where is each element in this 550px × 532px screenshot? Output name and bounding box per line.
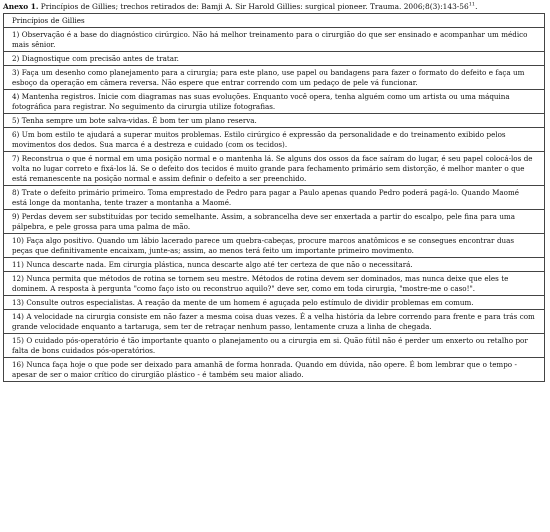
table-row (4, 28, 545, 52)
principle-5: 5) Tenha sempre um bote salva-vidas. É bom ter um plano reserva. (4, 114, 545, 128)
table-row (4, 52, 545, 66)
principle-9: 9) Perdas devem ser substituídas por tecido semelhante. Assim, a sobrancelha deve ser enxertada a partir do escalpo, pele fina para uma pálpebra, e pele grossa para uma palma de mão. (4, 210, 545, 234)
principle-4: 4) Mantenha registros. Inicie com diagramas nas suas evoluções. Enquanto você opera, tenha alguém como um artista ou uma máquina fotográfica para registrar. No seguimento da cirurgia utilize fotografias. (4, 90, 545, 114)
principle-6: 6) Um bom estilo te ajudará a superar muitos problemas. Estilo cirúrgico é expressão da personalidade e do treinamento exibido pelos movimentos dos dedos. Sua marca é a destreza e cuidado (com os tecidos). (4, 128, 545, 152)
principle-13: 13) Consulte outros especialistas. A reação da mente de um homem é aguçada pelo estímulo de dividir problemas em comum. (4, 296, 545, 310)
principle-8: 8) Trate o defeito primário primeiro. Toma emprestado de Pedro para pagar a Paulo apenas quando Pedro poderá pagá-lo. Quando Maomé está longe da montanha, tente trazer a montanha a Maomé. (4, 186, 545, 210)
table-caption (3, 2, 547, 11)
caption-reference: 11 (468, 1, 476, 8)
table-row (4, 234, 545, 258)
principle-7: 7) Reconstrua o que é normal em uma posição normal e o mantenha lá. Se alguns dos ossos da face saíram do lugar, é seu papel colocá-los de volta no lugar correto e fixá-los lá. Se o defeito dos tecidos é muito grande para fechamento primário sem distorção, é melhor manter o que está remanescente na posição normal e assim definir o defeito a ser preenchido. (4, 152, 545, 186)
principle-10: 10) Faça algo positivo. Quando um lábio lacerado parece um quebra-cabeças, procure marcos anatômicos e se consegues encontrar duas peças que definitivamente encaixam, junte-as; assim, ao menos terá feito um importante primeiro movimento. (4, 234, 545, 258)
table-row (4, 90, 545, 114)
principle-1: 1) Observação é a base do diagnóstico cirúrgico. Não há melhor treinamento para o cirurgião do que ser ensinado e acompanhar um médico mais sênior. (4, 28, 545, 52)
principle-14: 14) A velocidade na cirurgia consiste em não fazer a mesma coisa duas vezes. É a velha história da lebre correndo para frente e para trás com grande velocidade enquanto a tartaruga, sem ter de retraçar nenhum passo, lentamente cruza a linha de chegada. (4, 310, 545, 334)
table-row (4, 358, 545, 382)
table-row (4, 66, 545, 90)
table-row (4, 272, 545, 296)
principle-2: 2) Diagnostique com precisão antes de tratar. (4, 52, 545, 66)
table-row (4, 186, 545, 210)
principle-11: 11) Nunca descarte nada. Em cirurgia plástica, nunca descarte algo até ter certeza de que não o necessitará. (4, 258, 545, 272)
table-header: Princípios de Gillies (4, 14, 545, 28)
principles-table (3, 13, 545, 382)
principle-12: 12) Nunca permita que métodos de rotina se tornem seu mestre. Métodos de rotina devem ser dominados, mas nunca deixe que eles te dominem. A resposta à pergunta "como faço isto ou reconstruo aquilo?" deve ser, como em toda cirurgia, "mostre-me o caso!". (4, 272, 545, 296)
caption-end: . (475, 2, 478, 11)
table-row (4, 210, 545, 234)
table-row (4, 152, 545, 186)
table-row (4, 310, 545, 334)
table-row (4, 114, 545, 128)
principle-16: 16) Nunca faça hoje o que pode ser deixado para amanhã de forma honrada. Quando em dúvida, não opere. É bom lembrar que o tempo - apesar de ser o maior crítico do cirurgião plástico - é também seu maior aliado. (4, 358, 545, 382)
table-row (4, 258, 545, 272)
table-row (4, 334, 545, 358)
table-header-row (4, 14, 545, 28)
caption-label: Anexo 1. (3, 2, 39, 11)
table-row (4, 296, 545, 310)
table-row (4, 128, 545, 152)
caption-text: Princípios de Gillies; trechos retirados de: Bamji A. Sir Harold Gillies: surgical pioneer. Trauma. 2006;8(3):143-56 (38, 2, 469, 11)
principle-15: 15) O cuidado pós-operatório é tão importante quanto o planejamento ou a cirurgia em si. Quão fútil não é perder um enxerto ou retalho por falta de bons cuidados pós-operatórios. (4, 334, 545, 358)
principle-3: 3) Faça um desenho como planejamento para a cirurgia; para este plano, use papel ou bandagens para fazer o formato do defeito e faça um esboço da operação em câmera reversa. Não espere que entrar correndo com um pedaço de pele vá funcionar. (4, 66, 545, 90)
